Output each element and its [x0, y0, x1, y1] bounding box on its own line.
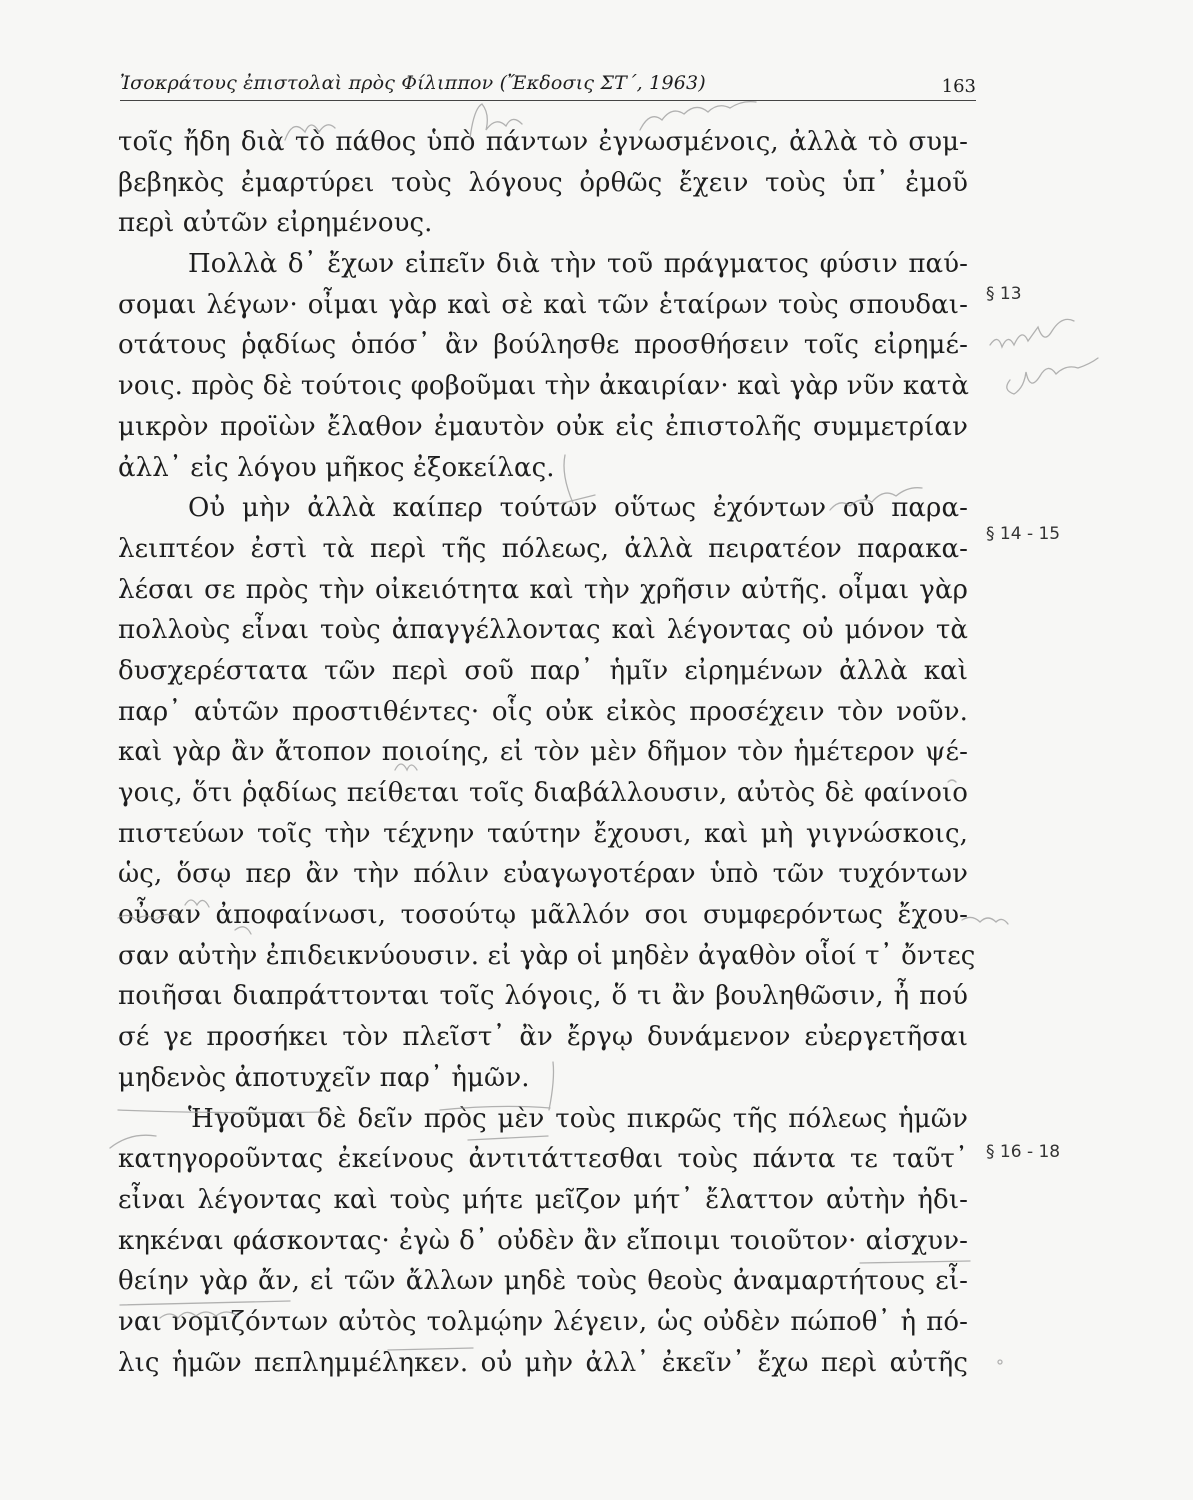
pencil-scribble [1007, 358, 1098, 394]
text-line: οὖσαν ἀποφαίνωσι, τοσούτῳ μᾶλλόν σοι συμφερόντως ἔχου- [118, 900, 968, 931]
pencil-scribble [962, 917, 1008, 924]
text-line: ὡς, ὅσῳ περ ἂν τὴν πόλιν εὐαγωγοτέραν ὑπὸ τῶν τυχόντων [118, 859, 968, 890]
text-line: κατηγοροῦντας ἐκείνους ἀντιτάττεσθαι τοὺς πάντα τε ταῦτ᾽ [118, 1144, 968, 1175]
margin-section-note: § 14 - 15 [986, 524, 1061, 544]
running-head-title: Ἰσοκράτους ἐπιστολαὶ πρὸς Φίλιππον (Ἔκδοσις ΣΤ΄, 1963) [120, 72, 706, 94]
page-number: 163 [941, 76, 976, 97]
text-line: νοις. πρὸς δὲ τούτοις φοβοῦμαι τὴν ἀκαιρίαν· καὶ γὰρ νῦν κατὰ [118, 371, 970, 402]
text-line: γοις, ὅτι ῥᾳδίως πείθεται τοῖς διαβάλλουσιν, αὐτὸς δὲ φαίνοιο [118, 778, 968, 808]
body-text [118, 122, 976, 1383]
pencil-dot [998, 1360, 1002, 1364]
text-line: μικρὸν προϊὼν ἔλαθον ἐμαυτὸν οὐκ εἰς ἐπιστολῆς συμμετρίαν [118, 411, 968, 442]
text-line: κηκέναι φάσκοντας· ἐγὼ δ᾽ οὐδὲν ἂν εἴποιμι τοιοῦτον· αἰσχυν- [118, 1225, 968, 1256]
text-line: λέσαι σε πρὸς τὴν οἰκειότητα καὶ τὴν χρῆσιν αὐτῆς. οἶμαι γὰρ [118, 574, 968, 605]
text-line: λειπτέον ἐστὶ τὰ περὶ τῆς πόλεως, ἀλλὰ πειρατέον παρακα- [118, 533, 968, 564]
text-line: δυσχερέστατα τῶν περὶ σοῦ παρ᾽ ἡμῖν εἰρημένων ἀλλὰ καὶ [118, 655, 968, 686]
text-line: εἶναι λέγοντας καὶ τοὺς μήτε μεῖζον μήτ᾽ ἔλαττον αὐτὴν ἠδι- [118, 1184, 968, 1215]
text-line: πιστεύων τοῖς τὴν τέχνην ταύτην ἔχουσι, καὶ μὴ γιγνώσκοις, [118, 818, 968, 849]
paragraph-start-line: Πολλὰ δ᾽ ἔχων εἰπεῖν διὰ τὴν τοῦ πράγματος φύσιν παύ- [188, 249, 968, 280]
text-line: τοῖς ἤδη διὰ τὸ πάθος ὑπὸ πάντων ἐγνωσμένοις, ἀλλὰ τὸ συμ- [118, 127, 968, 157]
paragraph-start-line: Ἡγοῦμαι δὲ δεῖν πρὸς μὲν τοὺς πικρῶς τῆς πόλεως ἡμῶν [188, 1103, 968, 1134]
text-line: λις ἡμῶν πεπλημμέληκεν. οὐ μὴν ἀλλ᾽ ἐκεῖν᾽ ἔχω περὶ αὐτῆς [118, 1347, 968, 1378]
text-line: πολλοὺς εἶναι τοὺς ἀπαγγέλλοντας καὶ λέγοντας οὐ μόνον τὰ [118, 615, 968, 646]
text-line: σέ γε προσήκει τὸν πλεῖστ᾽ ἂν ἔργῳ δυνάμενον εὐεργετῆσαι [118, 1022, 968, 1053]
text-line: θείην γὰρ ἄν, εἰ τῶν ἄλλων μηδὲ τοὺς θεοὺς ἀναμαρτήτους εἶ- [118, 1266, 968, 1297]
text-line: σαν αὐτὴν ἐπιδεικνύουσιν. εἰ γὰρ οἱ μηδὲν ἀγαθὸν οἷοί τ᾽ ὄντες [118, 940, 976, 971]
margin-section-note: § 13 [986, 284, 1022, 304]
text-line: καὶ γὰρ ἂν ἄτοπον ποιοίης, εἰ τὸν μὲν δῆμον τὸν ἡμέτερον ψέ- [118, 737, 968, 768]
text-line: ἀλλ᾽ εἰς λόγου μῆκος ἐξοκείλας. [118, 452, 555, 483]
text-line: σομαι λέγων· οἶμαι γὰρ καὶ σὲ καὶ τῶν ἑταίρων τοὺς σπουδαι- [118, 289, 968, 320]
text-line: παρ᾽ αὑτῶν προστιθέντες· οἷς οὐκ εἰκὸς προσέχειν τὸν νοῦν. [118, 696, 968, 727]
pencil-scribble [990, 319, 1074, 347]
running-head [120, 70, 976, 101]
text-line: μηδενὸς ἀποτυχεῖν παρ᾽ ἡμῶν. [118, 1062, 530, 1093]
text-line: ναι νομιζόντων αὐτὸς τολμῴην λέγειν, ὡς οὐδὲν πώποθ᾽ ἡ πό- [118, 1306, 968, 1337]
margin-section-note: § 16 - 18 [986, 1142, 1061, 1162]
text-line: οτάτους ῥᾳδίως ὁπόσ᾽ ἂν βούλησθε προσθήσειν τοῖς εἰρημέ- [118, 330, 968, 361]
text-line: ποιῆσαι διαπράττονται τοῖς λόγοις, ὅ τι ἂν βουληθῶσιν, ἦ πού [118, 981, 968, 1012]
paragraph-start-line: Οὐ μὴν ἀλλὰ καίπερ τούτων οὕτως ἐχόντων οὐ παρα- [188, 493, 968, 524]
text-line: βεβηκὸς ἐμαρτύρει τοὺς λόγους ὀρθῶς ἔχειν τοὺς ὑπ᾽ ἐμοῦ [118, 167, 968, 198]
text-line: περὶ αὐτῶν εἰρημένους. [118, 208, 433, 239]
